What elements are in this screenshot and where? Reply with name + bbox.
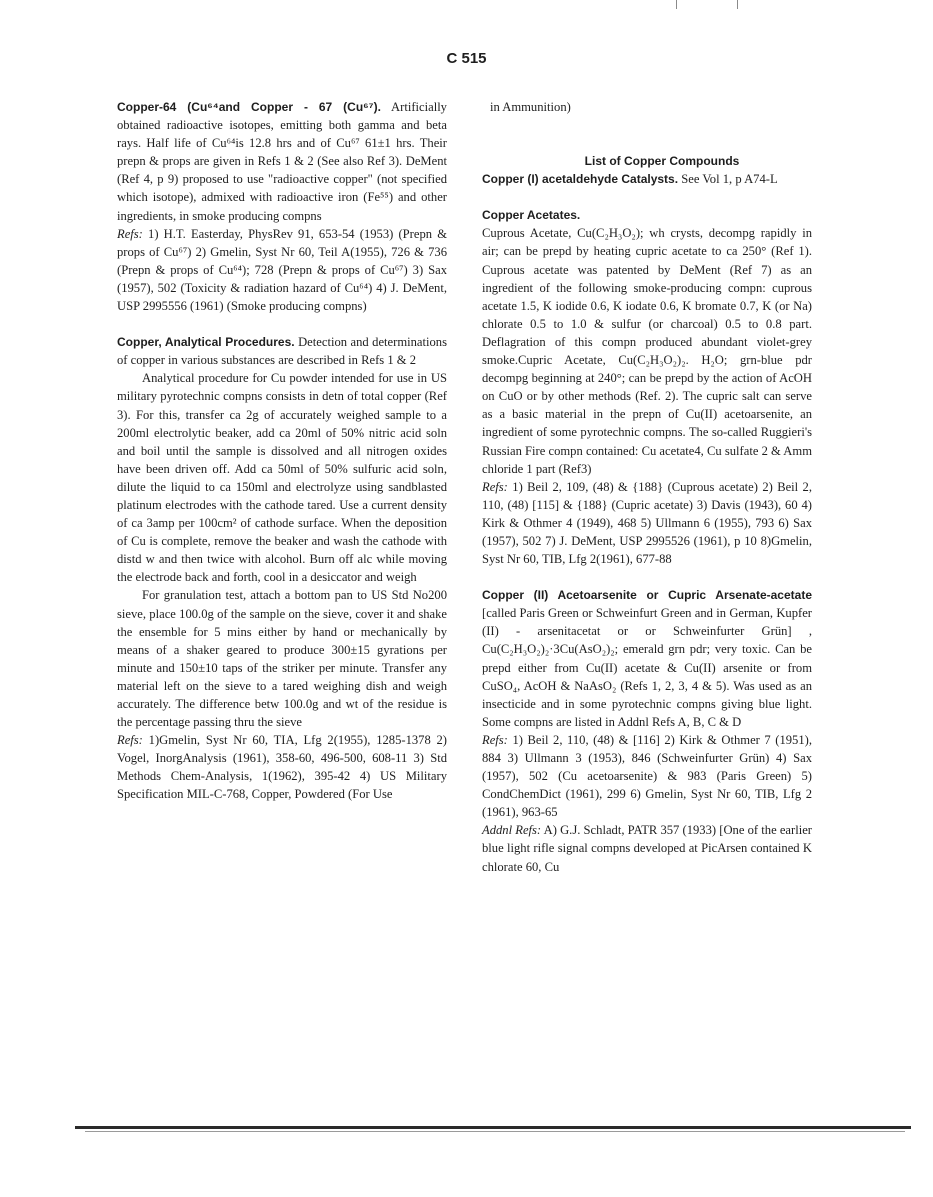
refs-acetoarsenite xyxy=(482,731,812,821)
right-column xyxy=(482,98,812,876)
entry-acetaldehyde-catalysts xyxy=(482,170,812,188)
refs-label: Refs: xyxy=(482,479,508,494)
entry-heading: Copper Acetates. xyxy=(482,208,581,223)
refs-label: Refs: xyxy=(117,733,143,748)
refs-text: 1)Gmelin, Syst Nr 60, TIA, Lfg 2(1955), 1285-1378 2) Vogel, InorgAnalysis (1961), 358-60, 496-500, 608-11 3) Std Methods Chem-Analysis, 1(1962), 395-42 4) US Military Specification MIL-C-768, Copper, Powdered (For Use xyxy=(117,733,448,802)
entry-text: Artificially obtained radioactive isotopes, emitting both gamma and beta rays. Half life of Cu⁶⁴is 12.8 hrs and of Cu⁶⁷ 61±1 hrs. Their prepn & props are given in Refs 1 & 2 (See also Ref 3). DeMent (Ref 4, p 9) proposed to use "radioactive copper" (not specified which isotope), admixed with radioactive iron (Fe⁵⁵) and other ingredients, in smoke producing compns xyxy=(117,100,447,223)
entry-heading: Copper, Analytical Procedures. xyxy=(117,335,295,350)
page-number: C 515 xyxy=(446,50,487,67)
refs-label: Refs: xyxy=(117,226,143,241)
top-tick-mark xyxy=(737,0,738,9)
refs-analytical xyxy=(117,731,447,803)
entry-acetoarsenite xyxy=(482,586,812,731)
entry-heading: Copper (II) Acetoarsenite or Cupric Arsenate-acetate xyxy=(482,588,812,603)
section-title: List of Copper Compounds xyxy=(584,154,740,169)
entry-heading: Copper (I) acetaldehyde Catalysts. xyxy=(482,172,679,187)
entry-text: [called Paris Green or Schweinfurt Green and in German, Kupfer (II) - arsenitacetat or or Schweinfurter Grün] , Cu(C₂H₃O₂)₂·3Cu(AsO₂)₂; emerald grn pdr; very toxic. Can be prepd either from Cu(II) acetate & Cu(II) arsenite or from CuSO₄, AcOH & NaAsO₂ (Refs 1, 2, 3, 4 & 5). Was used as an insecticide and in some pyrotechnic compns giving blue light. Some compns are listed in Addnl Refs A, B, C & D xyxy=(482,606,812,729)
left-column xyxy=(117,98,447,804)
refs-text: 1) Beil 2, 109, (48) & {188} (Cuprous acetate) 2) Beil 2, 110, (48) [115] & {188} (Cupric acetate) 3) Davis (1943), 60 4) Kirk & Othmer 4 (1949), 468 5) Ullmann 6 (1955), 793 6) Sax (1957), 502 7) J. DeMent, USP 2995526 (1961), p 10 8)Gmelin, Syst Nr 60, TIB, Lfg 2(1961), 677-88 xyxy=(482,479,812,567)
entry-analytical-procedures xyxy=(117,333,447,369)
entry-copper-64 xyxy=(117,98,447,225)
refs-acetates xyxy=(482,478,812,568)
paragraph-total-copper: Analytical procedure for Cu powder intended for use in US military pyrotechnic compns consists in detn of total copper (Ref 3). For this, transfer ca 2g of accurately weighed sample to a 200ml electrolytic beaker, add ca 20ml of 50% nitric acid soln and boil until the sample is dissolved and all nitrogen oxides have been driven off. Add ca 50ml of 50% sulfuric acid soln, dilute the liquid to ca 150ml and electrolyze using sandblasted platinum electrodes with the cathode tared. Use a current density of ca 3amp per 100cm² of cathode surface. When the deposition of Cu is complete, remove the beaker and wash the cathode with distd w and then twice with alcohol. Burn off alc while moving the electrode back and forth, cool in a desiccator and weigh xyxy=(117,371,447,585)
refs-label: Addnl Refs: xyxy=(482,823,542,838)
addnl-refs-acetoarsenite xyxy=(482,821,812,875)
paragraph-acetates: Cuprous Acetate, Cu(C₂H₃O₂); wh crysts, decompg rapidly in air; can be prepd by heating cupric acetate to ca 250° (Ref 1). Cuprous acetate was patented by DeMent (Ref 7) as an ingredient of the following smoke-producing compn: cuprous acetate 1.5, K iodide 0.6, K iodate 0.6, K bromate 0.7, K (or Na) chlorate 0.5 to 1.0 & sulfur (or charcoal) 0.5 to 0.8 part. Deflagration of this compn produced abundant violet-grey smoke.Cupric Acetate, Cu(C₂H₃O₂)₂. H₂O; grn-blue pdr decompg beginning at 240°; can be prepd by the action of AcOH on CuO or by other methods (Ref. 2). The cupric salt can serve as a basic material in the prepn of Cu(II) acetoarsenite, an ingredient of some pyrotechnic compns. The so-called Ruggieri's Russian Fire compn contained: Cu acetate4, Cu sulfate 2 & Amm chloride 1 part (Ref3) xyxy=(482,226,812,476)
entry-text: Detection and determinations of copper in various substances are described in Refs 1 & 2 xyxy=(117,335,447,368)
bottom-rule xyxy=(75,1126,911,1129)
entry-text: See Vol 1, p A74-L xyxy=(681,172,778,187)
paragraph-continued: in Ammunition) xyxy=(490,100,571,114)
refs-text: 1) Beil 2, 110, (48) & [116] 2) Kirk & Othmer 7 (1951), 884 3) Ullmann 3 (1953), 846 (Schweinfurter Grün) 4) Sax (1957), 502 (Cu acetoarsenite) & 983 (Paris Green) 5) CondChemDict (1961), 299 6) Gmelin, Syst Nr 60, TIB, Lfg 2 (1961), 963-65 xyxy=(482,732,812,820)
refs-label: Refs: xyxy=(482,732,508,747)
entry-copper-acetates xyxy=(482,206,812,224)
paragraph-granulation-test: For granulation test, attach a bottom pan to US Std No200 sieve, place 100.0g of the sample on the sieve, cover it and shake the ensemble for 5 mins either by hand or mechanically by means of a shaker geared to produce 300±15 gyrations per minute and 150±10 taps of the striker per minute. Transfer any material left on the sieve to a tared weighing dish and weigh accurately. The difference betw 100.0g and wt of the residue is the percentage passing thru the sieve xyxy=(117,588,447,730)
top-tick-mark xyxy=(676,0,677,9)
refs-text: A) G.J. Schladt, PATR 357 (1933) [One of the earlier blue light rifle signal compns developed at PicArsen contained K chlorate 60, Cu xyxy=(482,823,812,874)
bottom-rule-shadow xyxy=(85,1131,905,1132)
entry-heading: Copper-64 (Cu⁶⁴and Copper - 67 (Cu⁶⁷). xyxy=(117,100,381,114)
refs-text: 1) H.T. Easterday, PhysRev 91, 653-54 (1953) (Prepn & props of Cu⁶⁷) 2) Gmelin, Syst Nr 60, Teil A(1955), 726 & 736 (Prepn & props of Cu⁶⁴); 728 (Prepn & props of Cu⁶⁷) 3) Sax (1957), 502 (Toxicity & radiation hazard of Cu⁶⁴) 4) J. DeMent, USP 2995556 (1961) (Smoke producing compns) xyxy=(117,226,447,314)
refs-copper-64 xyxy=(117,225,447,315)
